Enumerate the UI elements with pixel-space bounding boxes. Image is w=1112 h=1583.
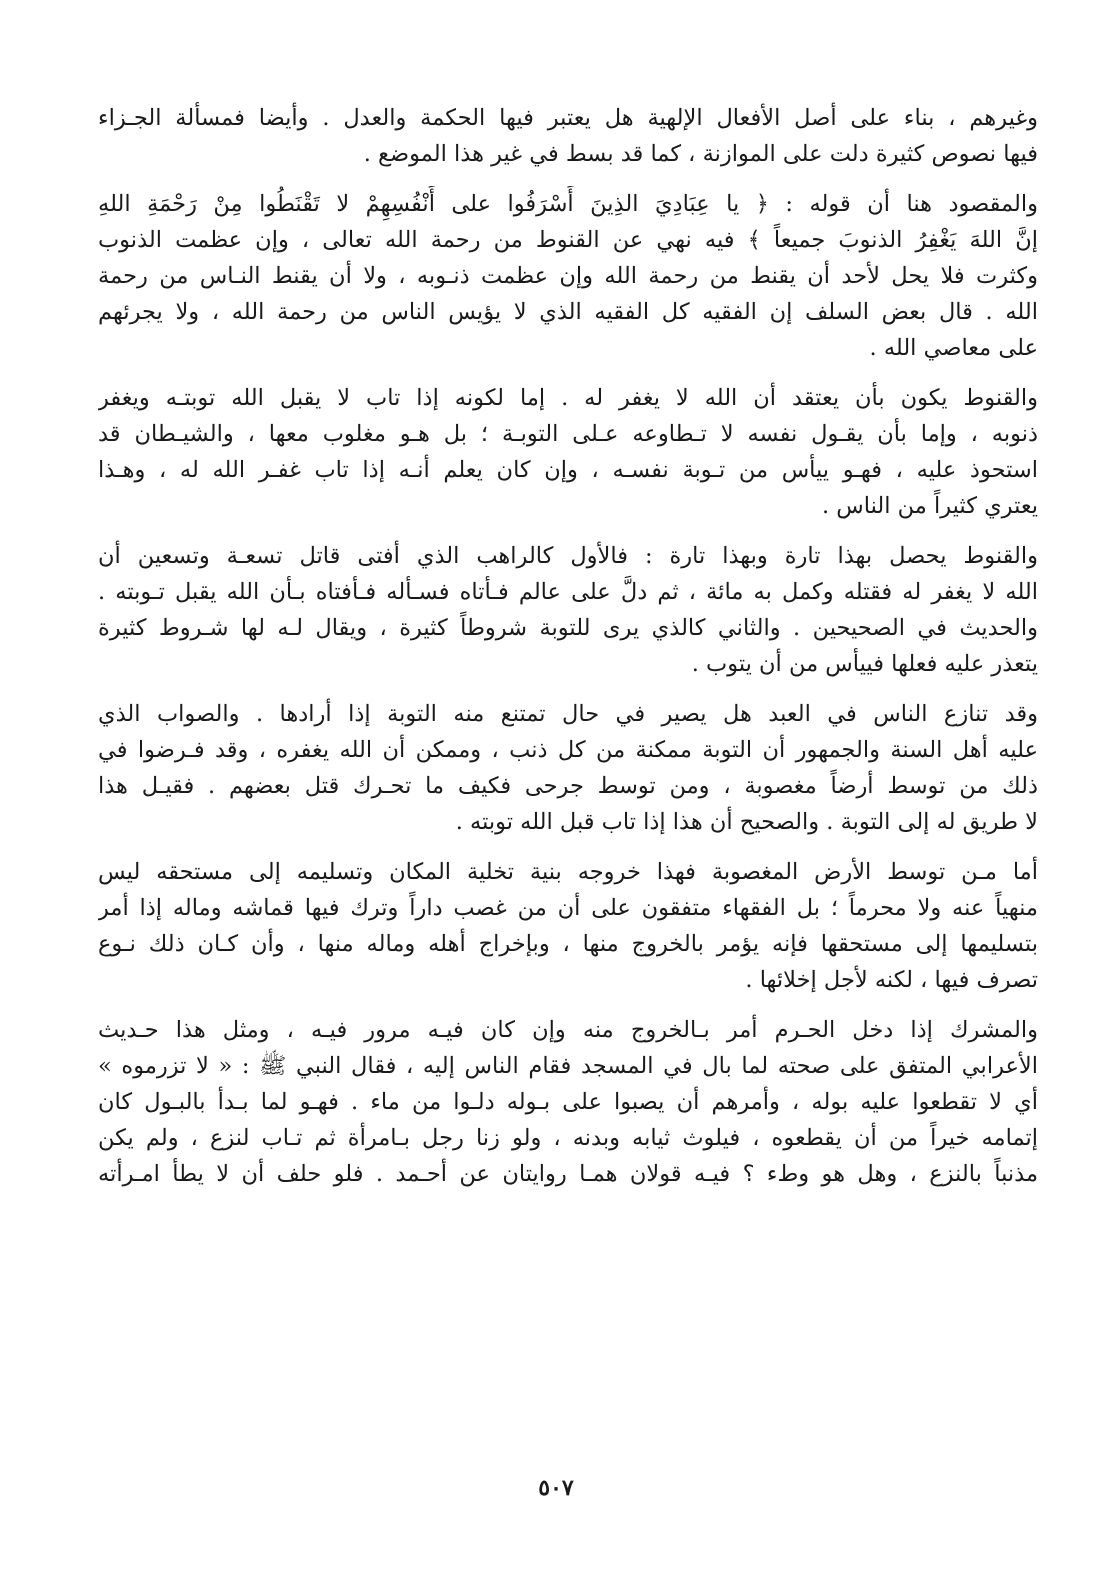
text-line: الله لا يغفر له فقتله وكمل به مائة ، ثم دلَّ على عالم فـأتاه فسـأله فـأفتاه بـأن الله يقبل تـوبته . (98, 579, 1038, 605)
text-line: الله . قال بعض السلف إن الفقيه كل الفقيه الذي لا يؤيس الناس من رحمة الله ، ولا يجرئهم (98, 299, 1038, 325)
paragraph (98, 1012, 1038, 1192)
text-line: والمشرك إذا دخل الحـرم أمر بـالخروج منه وإن كان فيـه مرور فيـه ، ومثل هذا حـديث (98, 1017, 1038, 1043)
text-line: استحوذ عليه ، فهـو ييأس من تـوبة نفسـه ، وإن كان يعلم أنـه إذا تاب غفـر الله له ، وهـذا (98, 457, 1038, 483)
paragraph (98, 100, 1038, 172)
text-line: يتعذر عليه فعلها فييأس من أن يتوب . (691, 651, 1038, 677)
text-line: مذنباً بالنزع ، وهل هو وطء ؟ فيـه قولان همـا روايتان عن أحـمد . فلو حلف أن لا يطأ امـرأته (98, 1161, 1038, 1187)
paragraph (98, 186, 1038, 366)
text-line: والحديث في الصحيحين . والثاني كالذي يرى للتوبة شروطاً كثيرة ، ويقال لـه لها شـروط كثيرة (98, 615, 1038, 641)
text-line: عليه أهل السنة والجمهور أن التوبة ممكنة من كل ذنب ، وممكن أن الله يغفره ، وقد فـرضوا في (98, 737, 1038, 763)
text-line: إتمامه خيراً من أن يقطعوه ، فيلوث ثيابه وبدنه ، ولو زنا رجل بـامرأة ثم تـاب لنزع ، ولم يكن (98, 1125, 1038, 1151)
paragraph (98, 854, 1038, 998)
text-line: والمقصود هنا أن قوله : ﴿ يا عِبَادِيَ الذِينَ أَسْرَفُوا على أَنْفُسِهِمْ لا تَقْنَطُوا مِنْ رَحْمَةِ اللهِ (98, 191, 1038, 217)
text-line: أي لا تقطعوا عليه بوله ، وأمرهم أن يصبوا على بـوله دلـوا من ماء . فهـو لما بـدأ بالبـول كان (98, 1089, 1038, 1115)
text-line: تصرف فيها ، لكنه لأجل إخلائها . (745, 967, 1038, 993)
text-line: منهياً عنه ولا محرماً ؛ بل الفقهاء متفقون على أن من غصب داراً وترك فيها قماشه وماله إذا أمر (98, 895, 1038, 921)
text-line: لا طريق له إلى التوبة . والصحيح أن هذا إذا تاب قبل الله توبته . (455, 809, 1038, 835)
text-line: على معاصي الله . (869, 335, 1038, 361)
text-line: يعتري كثيراً من الناس . (821, 493, 1038, 519)
paragraph (98, 538, 1038, 682)
text-line: بتسليمها إلى مستحقها فإنه يؤمر بالخروج منها ، وبإخراج أهله وماله منها ، وأن كـان ذلك نـوع (98, 931, 1038, 957)
text-line: ذنوبه ، وإما بأن يقـول نفسه لا تـطاوعه عـلى التوبـة ؛ بل هـو مغلوب معها ، والشيـطان قد (98, 421, 1038, 447)
text-line: ذلك من توسط أرضاً مغصوبة ، ومن توسط جرحى فكيف ما تحـرك قتل بعضهم . فقيـل هذا (98, 773, 1038, 799)
text-line: فيها نصوص كثيرة دلت على الموازنة ، كما قد بسط في غير هذا الموضع . (363, 141, 1038, 167)
text-line: وغيرهم ، بناء على أصل الأفعال الإلهية هل يعتبر فيها الحكمة والعدل . وأيضا فمسألة الجـزاء (98, 105, 1038, 131)
text-line: والقنوط يكون بأن يعتقد أن الله لا يغفر له . إما لكونه إذا تاب لا يقبل الله توبتـه ويغفر (98, 385, 1038, 411)
text-line: وكثرت فلا يحل لأحد أن يقنط من رحمة الله وإن عظمت ذنـوبه ، ولا أن يقنط النـاس من رحمة (98, 263, 1038, 289)
text-line: وقد تنازع الناس في العبد هل يصير في حال تمتنع منه التوبة إذا أرادها . والصواب الذي (98, 701, 1038, 727)
text-line: أما مـن توسط الأرض المغصوبة فهذا خروجه بنية تخلية المكان وتسليمه إلى مستحقه ليس (98, 859, 1038, 885)
page-body (98, 100, 1038, 1480)
text-line: إنَّ اللهَ يَغْفِرُ الذنوبَ جميعاً ﴾ فيه نهي عن القنوط من رحمة الله تعالى ، وإن عظمت الذنوب (98, 227, 1038, 253)
paragraph (98, 696, 1038, 840)
text-line: الأعرابي المتفق على صحته لما بال في المسجد فقام الناس إليه ، فقال النبي ﷺ : « لا تزرموه » (98, 1053, 1038, 1079)
page-number: ٥٠٧ (538, 1475, 574, 1501)
paragraph (98, 380, 1038, 524)
text-line: والقنوط يحصل بهذا تارة وبهذا تارة : فالأول كالراهب الذي أفتى قاتل تسعـة وتسعين أن (98, 543, 1038, 569)
